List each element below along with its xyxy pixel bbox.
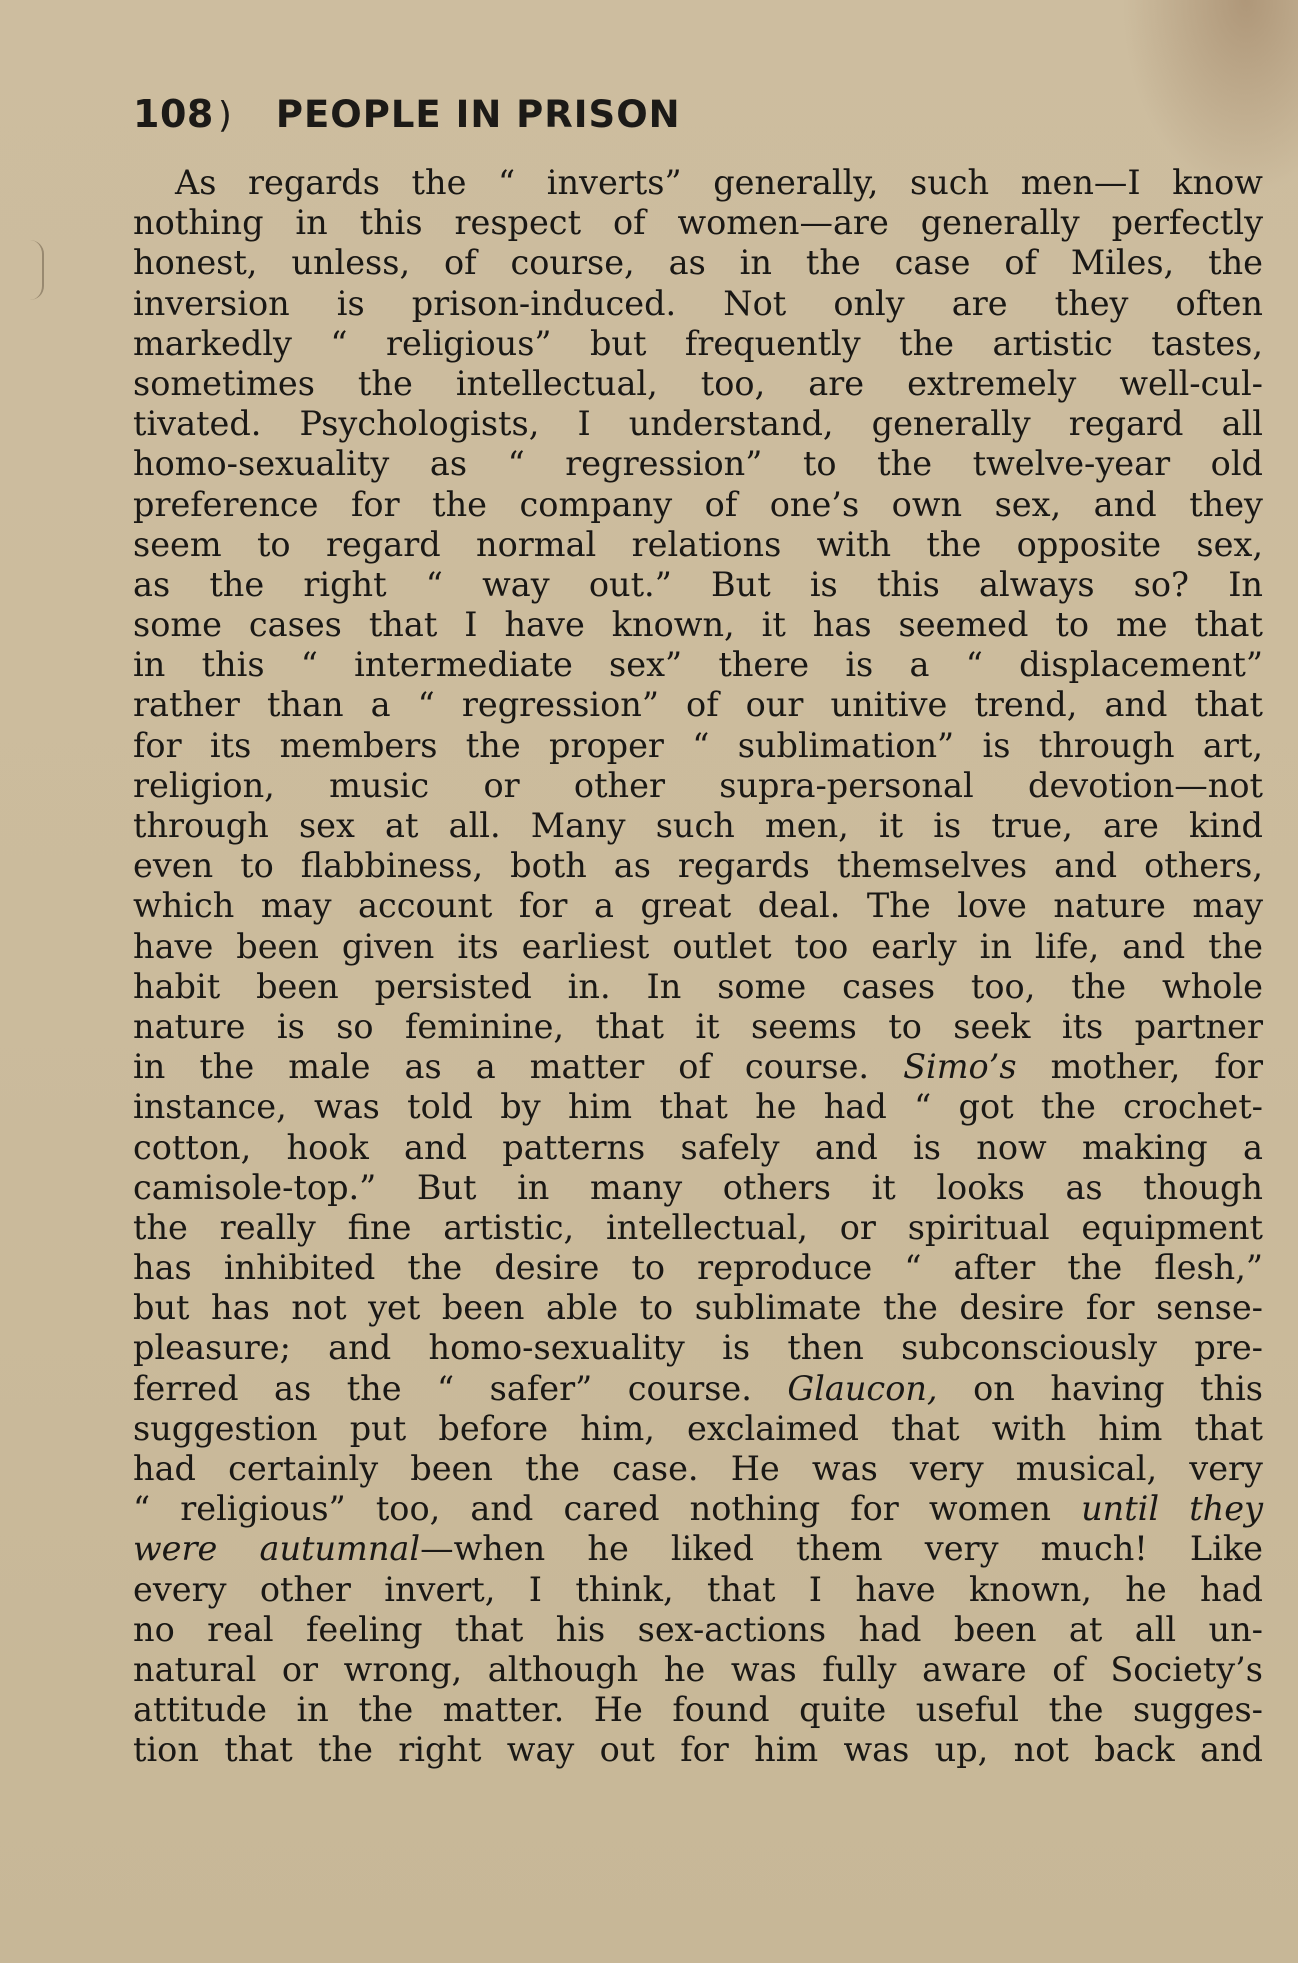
header-separator: ) xyxy=(217,95,232,136)
text-line xyxy=(133,1690,1263,1730)
text-segment: through sex at all. Many such men, it is true, are kind xyxy=(133,806,1263,845)
text-segment: preference for the company of one’s own sex, and they xyxy=(133,484,1263,524)
text-segment: on having this xyxy=(937,1368,1263,1408)
text-line xyxy=(133,927,1263,967)
text-segment: have been given its earliest outlet too early in life, and the xyxy=(133,926,1263,966)
text-segment: mother, for xyxy=(1016,1047,1263,1087)
text-segment: attitude in the matter. He found quite useful the sugges- xyxy=(133,1690,1263,1730)
text-line xyxy=(133,1208,1263,1248)
text-segment: as the right “ way out.” But is this always so? In xyxy=(133,564,1263,604)
text-line xyxy=(133,605,1263,645)
text-segment: sometimes the intellectual, too, are extremely well-cul- xyxy=(133,363,1263,403)
text-segment: instance, was told by him that he had “ got the crochet- xyxy=(133,1087,1263,1127)
text-line xyxy=(133,1087,1263,1127)
text-line xyxy=(133,485,1263,525)
text-segment: honest, unless, of course, as in the case of Miles, the xyxy=(133,243,1263,283)
text-segment: suggestion put before him, exclaimed that with him that xyxy=(133,1408,1263,1448)
text-segment: tivated. Psychologists, I understand, generally regard all xyxy=(133,404,1263,444)
text-segment: markedly “ religious” but frequently the artistic tastes, xyxy=(133,323,1263,363)
text-line xyxy=(133,1288,1263,1328)
text-line xyxy=(133,1047,1263,1087)
text-segment: —when he liked them very much! Like xyxy=(420,1529,1263,1569)
text-segment: seem to regard normal relations with the opposite sex, xyxy=(133,524,1263,564)
text-line xyxy=(133,163,1263,203)
text-line xyxy=(133,1730,1263,1770)
text-segment: the really fine artistic, intellectual, or spiritual equipment xyxy=(133,1207,1263,1247)
text-segment: in the male as a matter of course. xyxy=(133,1047,904,1087)
text-segment: for its members the proper “ sublimation” is through art, xyxy=(133,725,1263,765)
text-segment: had certainly been the case. He was very musical, very xyxy=(133,1449,1263,1488)
margin-mark xyxy=(28,240,44,300)
text-line xyxy=(133,1248,1263,1288)
text-segment: religion, music or other supra-personal devotion—not xyxy=(133,765,1263,805)
italic-segment: until they xyxy=(1081,1489,1264,1529)
text-line xyxy=(133,1650,1263,1690)
text-line xyxy=(133,886,1263,926)
text-line xyxy=(133,525,1263,565)
text-line xyxy=(133,1168,1263,1208)
text-line xyxy=(133,1610,1263,1650)
text-segment: natural or wrong, although he was fully aware of Society’s xyxy=(133,1649,1263,1689)
text-segment: As regards the “ inverts” generally, such men—I know xyxy=(175,163,1263,202)
italic-segment: Glaucon, xyxy=(787,1368,938,1408)
text-segment: tion that the right way out for him was up, not back and xyxy=(133,1730,1263,1770)
text-line xyxy=(133,444,1263,484)
italic-segment: Simo’s xyxy=(903,1047,1017,1087)
text-segment: some cases that I have known, it has seemed to me that xyxy=(133,605,1263,645)
text-line xyxy=(133,766,1263,806)
text-line xyxy=(133,565,1263,605)
text-segment: habit been persisted in. In some cases too, the whole xyxy=(133,966,1263,1006)
page-number: 108 xyxy=(133,92,214,136)
page-header xyxy=(133,92,681,142)
text-line xyxy=(133,1409,1263,1449)
text-segment: ferred as the “ safer” course. xyxy=(133,1368,788,1408)
body-text xyxy=(133,163,1263,1771)
text-segment: rather than a “ regression” of our unitive trend, and that xyxy=(133,685,1263,725)
text-line xyxy=(133,404,1263,444)
text-segment: nature is so feminine, that it seems to seek its partner xyxy=(133,1006,1263,1046)
text-segment: every other invert, I think, that I have known, he had xyxy=(133,1569,1263,1609)
text-line xyxy=(133,1529,1263,1569)
text-segment: no real feeling that his sex-actions had been at all un- xyxy=(133,1609,1263,1649)
text-line xyxy=(133,1369,1263,1409)
text-line xyxy=(133,1328,1263,1368)
italic-segment: were autumnal xyxy=(133,1529,421,1569)
text-segment: nothing in this respect of women—are generally perfectly xyxy=(133,203,1263,243)
text-line xyxy=(133,324,1263,364)
text-segment: cotton, hook and patterns safely and is now making a xyxy=(133,1127,1263,1167)
text-line xyxy=(133,243,1263,283)
text-line xyxy=(133,1570,1263,1610)
text-line xyxy=(133,1128,1263,1168)
text-segment: pleasure; and homo-sexuality is then subconsciously pre- xyxy=(133,1328,1263,1368)
text-line xyxy=(133,645,1263,685)
text-segment: inversion is prison-induced. Not only are they often xyxy=(133,283,1263,323)
text-line xyxy=(133,806,1263,846)
text-segment: which may account for a great deal. The love nature may xyxy=(133,886,1263,926)
text-line xyxy=(133,726,1263,766)
text-segment: has inhibited the desire to reproduce “ after the flesh,” xyxy=(133,1248,1263,1288)
text-line xyxy=(133,1007,1263,1047)
text-segment: even to flabbiness, both as regards themselves and others, xyxy=(133,846,1263,886)
text-line xyxy=(133,967,1263,1007)
text-segment: “ religious” too, and cared nothing for women xyxy=(133,1489,1082,1529)
text-segment: in this “ intermediate sex” there is a “ displacement” xyxy=(133,645,1263,685)
text-segment: camisole-top.” But in many others it looks as though xyxy=(133,1167,1263,1207)
text-line xyxy=(133,1449,1263,1489)
text-segment: homo-sexuality as “ regression” to the twelve-year old xyxy=(133,444,1263,484)
text-line xyxy=(133,846,1263,886)
text-segment: but has not yet been able to sublimate the desire for sense- xyxy=(133,1288,1263,1328)
text-line xyxy=(133,284,1263,324)
text-line xyxy=(133,364,1263,404)
text-line xyxy=(133,203,1263,243)
text-line xyxy=(133,685,1263,725)
running-title: PEOPLE IN PRISON xyxy=(275,93,681,136)
text-line xyxy=(133,1489,1263,1529)
